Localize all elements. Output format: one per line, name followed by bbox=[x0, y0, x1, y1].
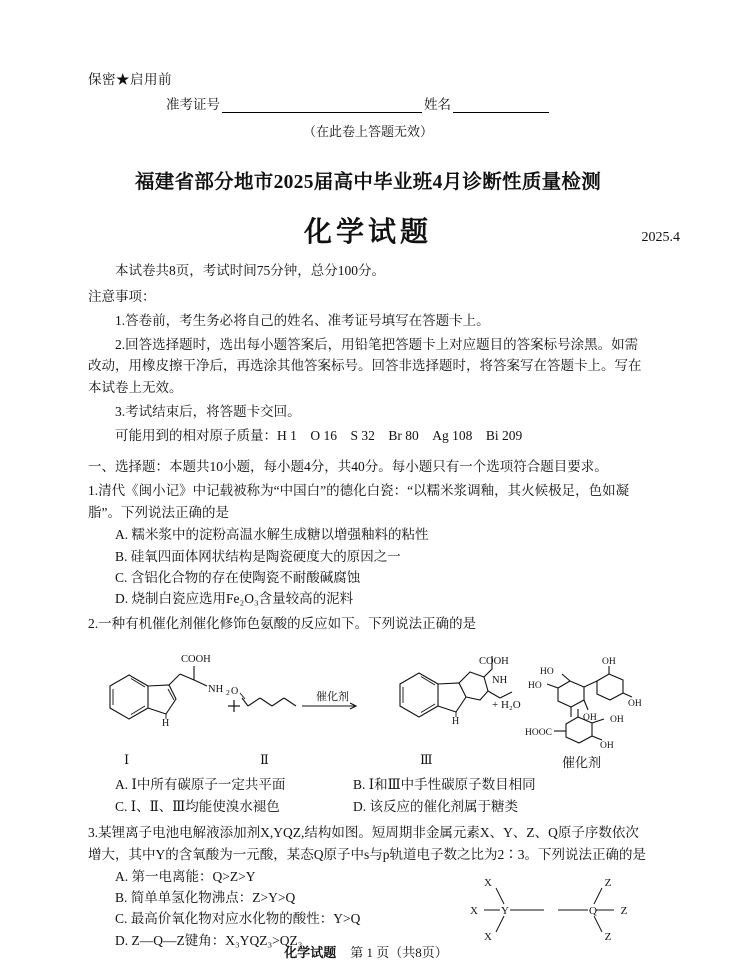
atom-label-z-bot: Z bbox=[604, 930, 612, 943]
atom-label-z-mid: Z bbox=[620, 904, 628, 917]
svg-text:H: H bbox=[162, 718, 170, 730]
paper-info: 本试卷共8页，考试时间75分钟，总分100分。 bbox=[115, 263, 385, 278]
section-1-heading: 一、选择题：本题共10小题，每小题4分，共40分。每小题只有一个选项符合题目要求。 bbox=[88, 458, 608, 474]
question-2-reaction-figure bbox=[88, 636, 648, 774]
svg-text:OH: OH bbox=[602, 657, 616, 668]
atom-label-x-mid: X bbox=[470, 904, 478, 917]
question-1-option-a[interactable]: A. 糯米浆中的淀粉高温水解生成糖以增强釉料的粘性 bbox=[115, 527, 429, 543]
question-3-option-c[interactable]: C. 最高价氧化物对应水化物的酸性：Y>Q bbox=[115, 911, 361, 927]
figure-label-catalyst: 催化剂 bbox=[562, 755, 602, 771]
svg-text:2: 2 bbox=[226, 688, 230, 698]
question-2-options-row-1 bbox=[115, 774, 648, 795]
subject-row bbox=[88, 210, 680, 250]
question-1 bbox=[88, 480, 648, 524]
admission-number-label: 准考证号 bbox=[166, 97, 220, 112]
page-title: 福建省部分地市2025届高中毕业班4月诊断性质量检测 bbox=[134, 172, 602, 193]
notice-item-1: 1.答卷前，考生务必将自己的姓名、准考证号填写在答题卡上。 bbox=[115, 312, 490, 328]
question-3 bbox=[88, 822, 648, 866]
question-2-stem: 一种有机催化剂催化修饰色氨酸的反应如下。下列说法正确的是 bbox=[98, 615, 477, 631]
notice-item-3: 3.考试结束后，将答题卡交回。 bbox=[115, 404, 301, 420]
atom-label-x-bot: X bbox=[484, 930, 492, 943]
question-2-option-c[interactable]: C. Ⅰ、Ⅱ、Ⅲ均能使溴水褪色 bbox=[115, 798, 280, 814]
svg-text:OH: OH bbox=[583, 713, 597, 724]
question-2-option-b[interactable]: B. Ⅰ和Ⅲ中手性碳原子数目相同 bbox=[353, 777, 536, 793]
svg-text:H: H bbox=[452, 716, 460, 728]
svg-text:OH: OH bbox=[610, 715, 624, 726]
svg-text:NH: NH bbox=[492, 675, 508, 687]
figure-label-II: Ⅱ bbox=[260, 752, 269, 768]
svg-text:COOH: COOH bbox=[479, 656, 509, 668]
atom-label-y: Y bbox=[501, 904, 509, 917]
svg-text:OH: OH bbox=[600, 741, 614, 752]
question-2-number: 2. bbox=[88, 615, 99, 631]
svg-text:OH: OH bbox=[628, 699, 642, 710]
question-3-option-a[interactable]: A. 第一电离能：Q>Z>Y bbox=[115, 868, 256, 884]
question-3-option-d[interactable]: D. Z—Q—Z键角：X₃YQZ₃>QZ₃ bbox=[115, 932, 303, 948]
figure-compound-labels bbox=[88, 752, 648, 771]
question-1-option-c[interactable]: C. 含铝化合物的存在使陶瓷不耐酸碱腐蚀 bbox=[115, 569, 361, 585]
svg-text:COOH: COOH bbox=[181, 654, 211, 666]
question-1-stem: 清代《闽小记》中记载被称为“中国白”的德化白瓷：“以糯米浆调釉，其火候极足，色如凝脂”。下列说法正确的是 bbox=[88, 483, 630, 521]
invalid-note: （在此卷上答题无效） bbox=[302, 124, 433, 139]
question-3-block bbox=[88, 866, 648, 950]
admission-number-blank[interactable] bbox=[222, 99, 422, 113]
atom-label-z-top: Z bbox=[604, 876, 612, 889]
name-label: 姓名 bbox=[424, 97, 451, 112]
reaction-scheme-svg bbox=[88, 636, 648, 758]
question-2 bbox=[88, 613, 648, 635]
name-blank[interactable] bbox=[453, 99, 549, 113]
question-1-number: 1. bbox=[88, 483, 99, 499]
question-2-option-d[interactable]: D. 该反应的催化剂属于糖类 bbox=[353, 798, 518, 814]
molecule-structure-diagram bbox=[448, 872, 638, 948]
figure-label-III: Ⅲ bbox=[420, 752, 433, 768]
question-1-option-b[interactable]: B. 硅氧四面体网状结构是陶瓷硬度大的原因之一 bbox=[115, 548, 401, 564]
footer-subject: 化学试题 bbox=[284, 945, 337, 960]
svg-text:HO: HO bbox=[540, 667, 554, 678]
footer-page-number: 第 1 页（共8页） bbox=[350, 945, 448, 960]
question-3-number: 3. bbox=[88, 825, 99, 841]
svg-text:O: O bbox=[231, 686, 239, 698]
subject-title: 化学试题 bbox=[303, 217, 432, 248]
atomic-mass-note: 可能用到的相对原子质量：H 1 O 16 S 32 Br 80 Ag 108 Bi 209 bbox=[115, 428, 523, 444]
secret-label: 保密★启用前 bbox=[88, 72, 172, 87]
catalyst-arrow-label: 催化剂 bbox=[316, 691, 349, 704]
question-2-option-a[interactable]: A. Ⅰ中所有碳原子一定共平面 bbox=[115, 777, 286, 793]
svg-text:HO: HO bbox=[528, 681, 542, 692]
question-2-options-row-2 bbox=[115, 796, 648, 817]
water-product-label: + H₂O bbox=[492, 699, 521, 712]
atom-label-x-top: X bbox=[484, 876, 492, 889]
exam-date: 2025.4 bbox=[641, 230, 680, 245]
atom-label-q: Q bbox=[589, 904, 597, 917]
notice-item-2: 2.回答选择题时，选出每小题答案后，用铅笔把答题卡上对应题目的答案标号涂黑。如需改动，用橡皮擦干净后，再选涂其他答案标号。回答非选择题时，将答案写在答题卡上。写在本试卷上无效。 bbox=[88, 336, 642, 396]
page-content bbox=[88, 68, 680, 950]
question-1-option-d[interactable]: D. 烧制白瓷应选用Fe₂O₃含量较高的泥料 bbox=[115, 591, 354, 607]
page-footer bbox=[0, 942, 732, 961]
notice-title: 注意事项： bbox=[88, 288, 156, 304]
svg-text:NH: NH bbox=[208, 684, 224, 696]
figure-label-I: Ⅰ bbox=[124, 752, 130, 768]
question-3-option-b[interactable]: B. 简单单氢化物沸点：Z>Y>Q bbox=[115, 890, 296, 906]
question-3-stem: 某锂离子电池电解液添加剂X,YQZ,结构如图。短周期非金属元素X、Y、Z、Q原子序数依次增大，其中Y的含氧酸为一元酸，某态Q原子中s与p轨道电子数之比为2∶3。下列说法正确的是 bbox=[88, 825, 647, 862]
svg-text:HOOC: HOOC bbox=[525, 728, 552, 739]
admission-name-line bbox=[166, 93, 648, 113]
